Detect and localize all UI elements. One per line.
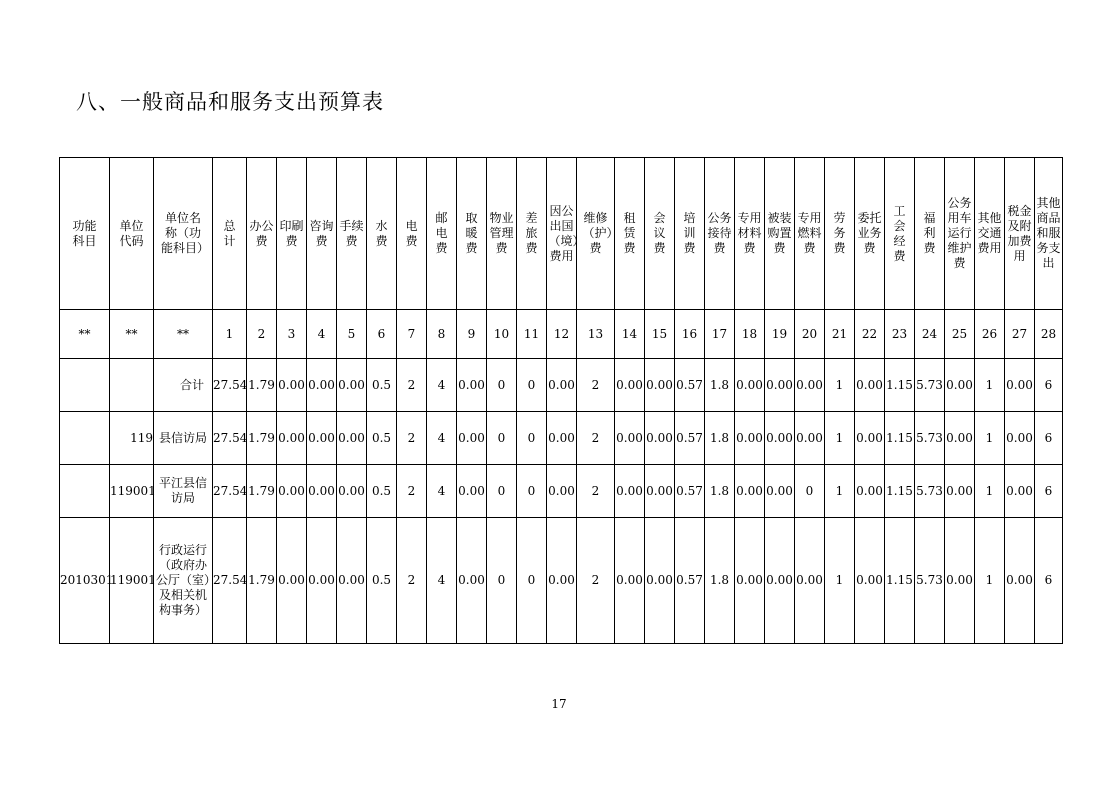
column-header (517, 158, 547, 310)
value-cell: 0.00 (645, 518, 675, 644)
value-cell: 0.5 (367, 518, 397, 644)
column-header-label: 手续费 (339, 218, 364, 248)
value-cell: 1 (975, 465, 1005, 518)
value-cell: 0.00 (615, 359, 645, 412)
index-cell: 20 (795, 310, 825, 359)
column-header-label: 其他商品和服务支出 (1036, 196, 1061, 270)
value-cell: 0.57 (675, 412, 705, 465)
index-cell: 16 (675, 310, 705, 359)
value-cell: 0.00 (645, 359, 675, 412)
value-cell: 2 (397, 412, 427, 465)
index-cell: 18 (735, 310, 765, 359)
column-header (367, 158, 397, 310)
column-header-label: 咨询费 (309, 218, 334, 248)
value-cell: 0.00 (1005, 412, 1035, 465)
column-header-label: 租赁费 (623, 211, 636, 255)
column-header (735, 158, 765, 310)
column-header (885, 158, 915, 310)
value-cell: 0.00 (735, 412, 765, 465)
value-cell: 1 (825, 412, 855, 465)
value-cell: 0.00 (547, 359, 577, 412)
index-cell: 12 (547, 310, 577, 359)
value-cell: 1 (825, 465, 855, 518)
value-cell: 5.73 (915, 412, 945, 465)
value-cell: 0.00 (855, 412, 885, 465)
index-cell: 19 (765, 310, 795, 359)
function-code-cell (60, 412, 110, 465)
column-header (277, 158, 307, 310)
column-header (855, 158, 885, 310)
column-header-label: 福利费 (923, 211, 936, 255)
column-header-label: 电费 (405, 218, 418, 248)
column-header (427, 158, 457, 310)
value-cell: 0.57 (675, 359, 705, 412)
value-cell: 0.00 (855, 518, 885, 644)
unit-code-cell: 119001 (110, 518, 154, 644)
value-cell: 1.15 (885, 518, 915, 644)
value-cell: 2 (397, 465, 427, 518)
column-header-label: 委托业务费 (857, 211, 882, 255)
value-cell: 0.00 (277, 359, 307, 412)
value-cell: 0.00 (277, 412, 307, 465)
value-cell: 0 (487, 465, 517, 518)
value-cell: 0.00 (307, 465, 337, 518)
value-cell: 4 (427, 465, 457, 518)
value-cell: 0.00 (615, 518, 645, 644)
unit-code-cell: 119001 (110, 465, 154, 518)
value-cell: 6 (1035, 465, 1063, 518)
value-cell: 6 (1035, 359, 1063, 412)
column-header (675, 158, 705, 310)
unit-code-cell (110, 359, 154, 412)
column-header-label: 劳务费 (833, 211, 846, 255)
column-header-label: 专用材料费 (737, 211, 762, 255)
value-cell: 0 (795, 465, 825, 518)
column-header-label: 会议费 (653, 211, 666, 255)
value-cell: 0.00 (1005, 359, 1035, 412)
value-cell: 0 (487, 359, 517, 412)
value-cell: 1.8 (705, 465, 735, 518)
value-cell: 4 (427, 518, 457, 644)
value-cell: 0.00 (337, 518, 367, 644)
value-cell: 0.00 (735, 359, 765, 412)
column-header-label: 公务接待费 (707, 211, 732, 255)
value-cell: 1.8 (705, 359, 735, 412)
value-cell: 2 (577, 412, 615, 465)
column-header-label: 因公出国（境）费用 (548, 203, 585, 263)
index-cell: 28 (1035, 310, 1063, 359)
index-cell: 4 (307, 310, 337, 359)
column-header (487, 158, 517, 310)
column-header-label: 总计 (223, 218, 236, 248)
column-header (110, 158, 154, 310)
value-cell: 0.00 (945, 412, 975, 465)
table-row (60, 412, 1063, 465)
value-cell: 0 (487, 518, 517, 644)
value-cell: 0.00 (307, 359, 337, 412)
value-cell: 27.54 (213, 359, 247, 412)
index-cell: 3 (277, 310, 307, 359)
value-cell: 5.73 (915, 518, 945, 644)
value-cell: 0 (517, 412, 547, 465)
value-cell: 0.5 (367, 465, 397, 518)
value-cell: 0.00 (615, 465, 645, 518)
column-header-label: 单位代码 (119, 218, 144, 248)
table-row (60, 518, 1063, 644)
value-cell: 0.00 (765, 412, 795, 465)
column-header (337, 158, 367, 310)
value-cell: 0.00 (945, 359, 975, 412)
index-cell: 10 (487, 310, 517, 359)
column-header-label: 维修（护）费 (582, 211, 619, 255)
function-code-cell: 2010301 (60, 518, 110, 644)
index-cell: 9 (457, 310, 487, 359)
index-cell: ** (110, 310, 154, 359)
value-cell: 0.00 (277, 518, 307, 644)
value-cell: 1 (975, 518, 1005, 644)
value-cell: 1 (825, 518, 855, 644)
column-header (1035, 158, 1063, 310)
column-header (247, 158, 277, 310)
index-cell: 17 (705, 310, 735, 359)
index-cell: 8 (427, 310, 457, 359)
column-header (975, 158, 1005, 310)
index-cell: 26 (975, 310, 1005, 359)
value-cell: 4 (427, 359, 457, 412)
index-cell: 6 (367, 310, 397, 359)
value-cell: 4 (427, 412, 457, 465)
column-header (1005, 158, 1035, 310)
value-cell: 0.00 (307, 518, 337, 644)
value-cell: 1.79 (247, 518, 277, 644)
column-header (945, 158, 975, 310)
function-code-cell (60, 359, 110, 412)
value-cell: 1.15 (885, 412, 915, 465)
value-cell: 1.8 (705, 518, 735, 644)
index-cell: 13 (577, 310, 615, 359)
value-cell: 27.54 (213, 412, 247, 465)
column-header-label: 公务用车运行维护费 (947, 196, 972, 270)
value-cell: 0.00 (735, 465, 765, 518)
column-header (615, 158, 645, 310)
value-cell: 1.79 (247, 412, 277, 465)
column-header-label: 被装购置费 (767, 211, 792, 255)
value-cell: 0.00 (457, 412, 487, 465)
value-cell: 0.00 (855, 359, 885, 412)
value-cell: 5.73 (915, 465, 945, 518)
value-cell: 0.00 (1005, 465, 1035, 518)
value-cell: 0.00 (457, 518, 487, 644)
value-cell: 1.15 (885, 359, 915, 412)
value-cell: 0.00 (855, 465, 885, 518)
value-cell: 0 (517, 359, 547, 412)
value-cell: 0.00 (795, 412, 825, 465)
value-cell: 0.00 (615, 412, 645, 465)
page-number: 17 (551, 697, 567, 711)
value-cell: 0.00 (765, 359, 795, 412)
value-cell: 0.00 (945, 518, 975, 644)
column-header-label: 专用燃料费 (797, 211, 822, 255)
value-cell: 2 (577, 359, 615, 412)
value-cell: 1.79 (247, 465, 277, 518)
column-header-label: 工会经费 (893, 203, 906, 263)
column-header (60, 158, 110, 310)
budget-table (59, 157, 1063, 644)
column-header-label: 培训费 (683, 211, 696, 255)
index-cell: 5 (337, 310, 367, 359)
column-header-label: 差旅费 (525, 211, 538, 255)
value-cell: 0 (517, 465, 547, 518)
function-code-cell (60, 465, 110, 518)
value-cell: 0.00 (1005, 518, 1035, 644)
value-cell: 0 (487, 412, 517, 465)
value-cell: 0.00 (765, 518, 795, 644)
column-header (825, 158, 855, 310)
unit-name-cell: 行政运行（政府办公厅（室）及相关机构事务） (154, 518, 213, 644)
value-cell: 27.54 (213, 518, 247, 644)
column-header-label: 单位名称（功能科目） (161, 211, 210, 255)
value-cell: 0.00 (337, 359, 367, 412)
value-cell: 0.5 (367, 359, 397, 412)
value-cell: 0.00 (547, 518, 577, 644)
value-cell: 1.8 (705, 412, 735, 465)
column-header (915, 158, 945, 310)
table-row (60, 359, 1063, 412)
column-header-label: 税金及附加费用 (1007, 203, 1032, 263)
unit-code-cell: 119 (110, 412, 154, 465)
value-cell: 1 (975, 359, 1005, 412)
value-cell: 2 (397, 518, 427, 644)
column-header-label: 邮电费 (435, 211, 448, 255)
value-cell: 0.00 (277, 465, 307, 518)
value-cell: 1 (975, 412, 1005, 465)
value-cell: 0.00 (457, 465, 487, 518)
index-cell: 22 (855, 310, 885, 359)
value-cell: 0.00 (735, 518, 765, 644)
value-cell: 0.57 (675, 465, 705, 518)
value-cell: 0.00 (547, 465, 577, 518)
column-header-label: 功能科目 (72, 218, 97, 248)
column-header-label: 其他交通费用 (977, 211, 1002, 255)
column-header-label: 取暖费 (465, 211, 478, 255)
column-header (547, 158, 585, 310)
column-header (645, 158, 675, 310)
value-cell: 0.00 (645, 412, 675, 465)
value-cell: 6 (1035, 412, 1063, 465)
column-header (577, 158, 619, 310)
index-cell: 15 (645, 310, 675, 359)
unit-name-cell: 平江县信访局 (154, 465, 213, 518)
value-cell: 27.54 (213, 465, 247, 518)
unit-name-cell: 合计 (154, 359, 213, 412)
index-cell: 7 (397, 310, 427, 359)
column-header (705, 158, 735, 310)
index-cell: 1 (213, 310, 247, 359)
column-header-label: 水费 (375, 218, 388, 248)
value-cell: 0.00 (795, 359, 825, 412)
value-cell: 0.00 (795, 518, 825, 644)
table-row (60, 465, 1063, 518)
index-cell: ** (154, 310, 213, 359)
value-cell: 0.00 (337, 465, 367, 518)
column-header (213, 158, 247, 310)
value-cell: 1.15 (885, 465, 915, 518)
value-cell: 2 (397, 359, 427, 412)
column-header (154, 158, 213, 310)
index-cell: 24 (915, 310, 945, 359)
column-header-label: 办公费 (249, 218, 274, 248)
column-header-label: 物业管理费 (489, 211, 514, 255)
index-cell: 25 (945, 310, 975, 359)
value-cell: 0.5 (367, 412, 397, 465)
index-cell: ** (60, 310, 110, 359)
unit-name-cell: 县信访局 (154, 412, 213, 465)
column-header (397, 158, 427, 310)
value-cell: 2 (577, 465, 615, 518)
header-row (60, 158, 1063, 310)
column-header (765, 158, 795, 310)
column-header (307, 158, 337, 310)
value-cell: 1 (825, 359, 855, 412)
index-cell: 27 (1005, 310, 1035, 359)
column-header (457, 158, 487, 310)
index-cell: 11 (517, 310, 547, 359)
column-header-label: 印刷费 (279, 218, 304, 248)
value-cell: 0.00 (945, 465, 975, 518)
value-cell: 0.00 (457, 359, 487, 412)
value-cell: 0.00 (307, 412, 337, 465)
value-cell: 6 (1035, 518, 1063, 644)
value-cell: 2 (577, 518, 615, 644)
value-cell: 1.79 (247, 359, 277, 412)
value-cell: 0.57 (675, 518, 705, 644)
index-cell: 2 (247, 310, 277, 359)
value-cell: 0.00 (337, 412, 367, 465)
value-cell: 0 (517, 518, 547, 644)
value-cell: 0.00 (645, 465, 675, 518)
index-cell: 23 (885, 310, 915, 359)
value-cell: 5.73 (915, 359, 945, 412)
page-title: 八、一般商品和服务支出预算表 (76, 90, 384, 114)
index-cell: 21 (825, 310, 855, 359)
index-row (60, 310, 1063, 359)
value-cell: 0.00 (547, 412, 577, 465)
value-cell: 0.00 (765, 465, 795, 518)
column-header (795, 158, 825, 310)
index-cell: 14 (615, 310, 645, 359)
